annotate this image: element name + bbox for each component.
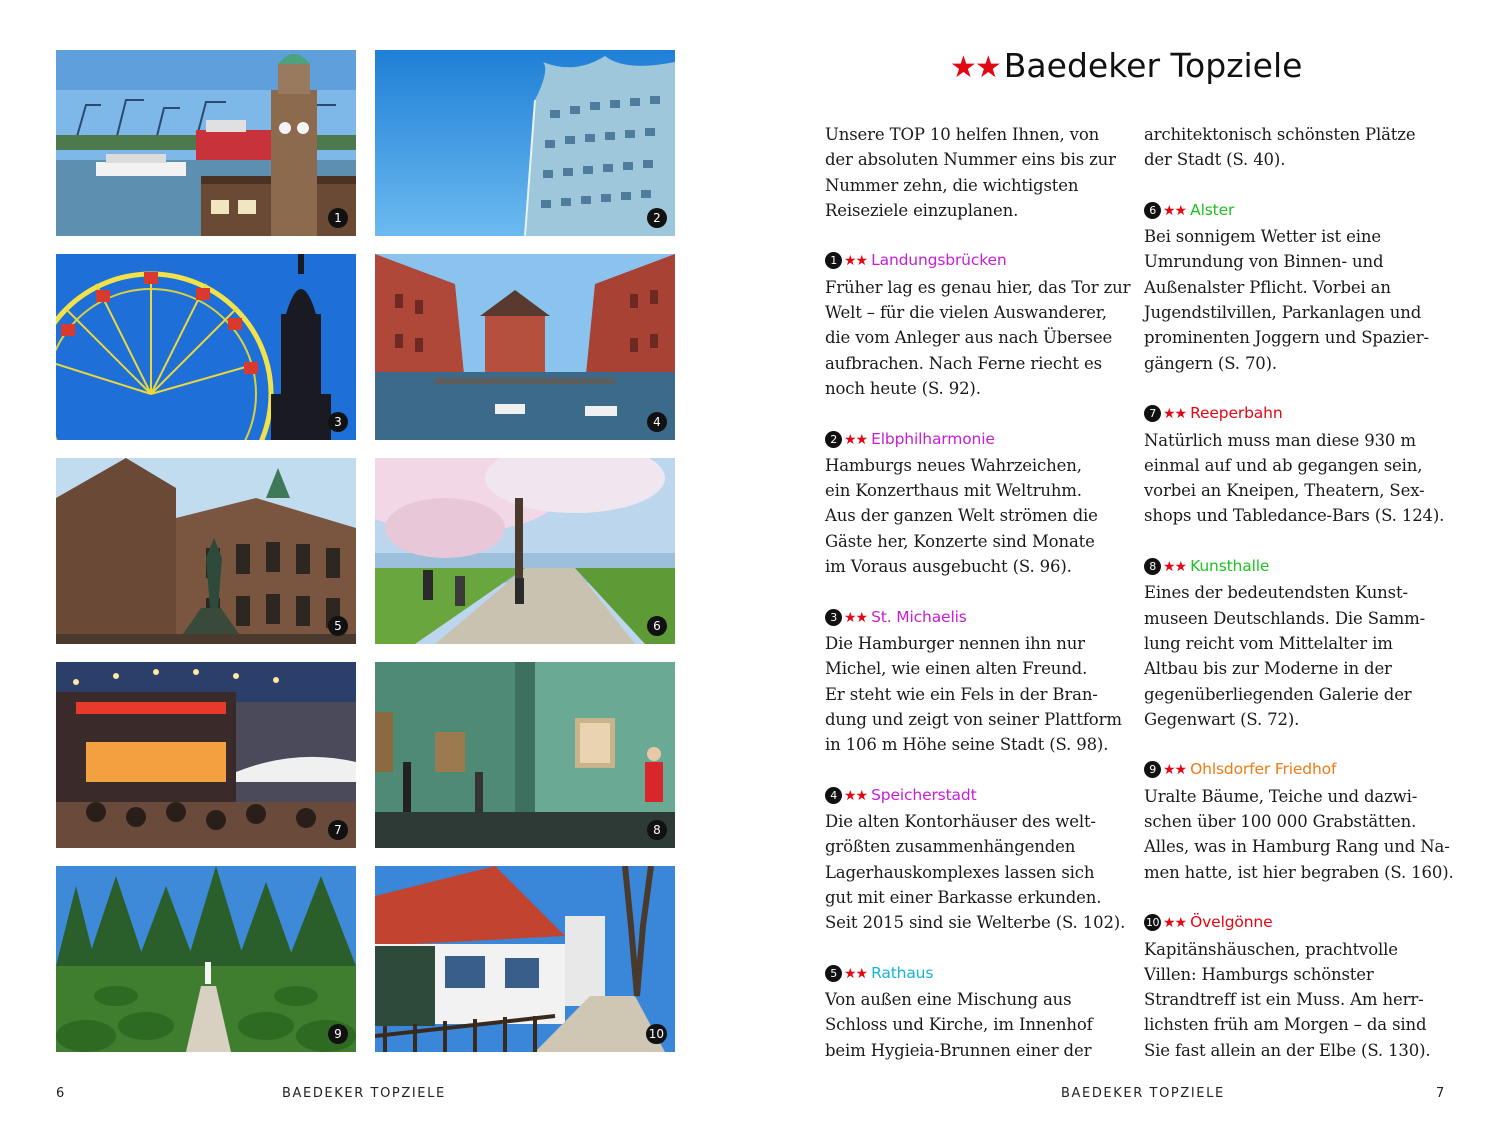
photo-scene: [56, 50, 356, 236]
entry-reeperbahn: [1144, 401, 1456, 528]
photo-kunsthalle: [375, 662, 675, 848]
running-head-right: BAEDEKER TOPZIELE: [1061, 1086, 1225, 1101]
entry-heading: [825, 605, 1137, 631]
number-badge: 10: [1146, 916, 1159, 930]
star-rating-icon: ★★: [844, 787, 868, 804]
photo-number-badge: 9: [328, 1024, 348, 1044]
photo-ohlsdorfer-friedhof: [56, 866, 356, 1052]
title-stars-icon: ★★: [950, 50, 1000, 85]
entry-title: Elbphilharmonie: [871, 429, 995, 448]
photo-rathaus: [56, 458, 356, 644]
entry-oevelgoenne: [1144, 910, 1456, 1063]
entry-heading: [1144, 554, 1456, 580]
entry-heading: [825, 427, 1137, 453]
number-badge: 2: [825, 431, 842, 448]
photo-number-badge: 6: [647, 616, 667, 636]
entry-body: Natürlich muss man diese 930 m einmal auf und ab gegangen sein, vorbei an Kneipen, Theatern, Sex- shops und Tabledance-Bars (S. 124).: [1144, 430, 1445, 526]
number-badge: 1: [825, 252, 842, 269]
star-rating-icon: ★★: [844, 431, 868, 448]
entry-heading: [1144, 401, 1456, 427]
entry-title: Speicherstadt: [871, 785, 977, 804]
photo-number-badge: 3: [328, 412, 348, 432]
entry-body: Die alten Kontorhäuser des welt- größten zusammenhängenden Lagerhauskomplexes lassen sich gut mit einer Barkasse erkunden. Seit 2015 sind sie Welterbe (S. 102).: [825, 812, 1126, 933]
photo-scene: [56, 254, 356, 440]
entry-heading: [1144, 757, 1456, 783]
page-title-text: Baedeker Topziele: [1003, 46, 1303, 85]
photo-scene: [56, 458, 356, 644]
photo-st-michaelis: [56, 254, 356, 440]
entry-heading: [825, 783, 1137, 809]
photo-scene: [375, 254, 675, 440]
intro-text: Unsere TOP 10 helfen Ihnen, von der absoluten Nummer eins bis zur Nummer zehn, die wichtigsten Reiseziele einzuplanen.: [825, 125, 1116, 220]
photo-scene: [375, 662, 675, 848]
entry-kunsthalle: [1144, 554, 1456, 732]
entry-body: Die Hamburger nennen ihn nur Michel, wie einen alten Freund. Er steht wie ein Fels in der Bran- dung und zeigt von seiner Plattform in 106 m Höhe seine Stadt (S. 98).: [825, 633, 1122, 755]
entry-title: Kunsthalle: [1190, 557, 1270, 576]
entry-title: Landungsbrücken: [871, 251, 1007, 270]
entry-heading: [1144, 198, 1456, 224]
photo-landungsbruecken: [56, 50, 356, 236]
star-rating-icon: ★★: [844, 965, 868, 982]
star-rating-icon: ★★: [1163, 406, 1187, 423]
photo-number-badge: 8: [647, 820, 667, 840]
star-rating-icon: ★★: [1163, 915, 1187, 932]
entry-alster: [1144, 198, 1456, 376]
entry-title: Ohlsdorfer Friedhof: [1190, 760, 1337, 779]
star-rating-icon: ★★: [844, 253, 868, 270]
entry-landungsbruecken: [825, 248, 1137, 401]
entry-ohlsdorfer-friedhof: [1144, 757, 1456, 884]
entry-speicherstadt: [825, 783, 1137, 936]
number-badge: 7: [1144, 405, 1161, 422]
entry-body: Hamburgs neues Wahrzeichen, ein Konzerthaus mit Weltruhm. Aus der ganzen Welt strömen die Gäste her, Konzerte sind Monate im Voraus ausgebucht (S. 96).: [825, 455, 1098, 577]
star-rating-icon: ★★: [1163, 202, 1187, 219]
entry-body: Bei sonnigem Wetter ist eine Umrundung von Binnen- und Außenalster Pflicht. Vorbei an Jugendstilvillen, Parkanlagen und prominenten Joggern und Spazier- gängern (S. 70).: [1144, 227, 1429, 373]
entry-body: Eines der bedeutendsten Kunst- museen Deutschlands. Die Samm- lung reicht vom Mittelalter im Altbau bis zur Moderne in der gegenüberliegenden Galerie der Gegenwart (S. 72).: [1144, 583, 1426, 729]
entry-title: Övelgönne: [1190, 913, 1273, 932]
entry-body: Früher lag es genau hier, das Tor zur Welt – für die vielen Auswanderer, die vom Anleger aus nach Übersee aufbrachen. Nach Ferne riecht es noch heute (S. 92).: [825, 277, 1131, 398]
entry-body: Von außen eine Mischung aus Schloss und Kirche, im Innenhof beim Hygieia-Brunnen einer der: [825, 990, 1093, 1060]
entry-body: Uralte Bäume, Teiche und dazwi- schen über 100 000 Grabstätten. Alles, was in Hamburg Rang und Na- men hatte, ist hier begraben (S. 160).: [1144, 786, 1454, 882]
entry-title: Rathaus: [871, 963, 934, 982]
running-head-left: BAEDEKER TOPZIELE: [282, 1086, 446, 1101]
star-rating-icon: ★★: [1163, 559, 1187, 576]
page-number-right: 7: [1436, 1086, 1446, 1101]
photo-number-badge: 7: [328, 820, 348, 840]
photo-number-badge: 1: [328, 208, 348, 228]
entry-elbphilharmonie: [825, 427, 1137, 580]
photo-elbphilharmonie: [375, 50, 675, 236]
number-badge: 9: [1144, 761, 1161, 778]
entry-heading: [1144, 910, 1456, 936]
photo-number-badge: 10: [646, 1024, 667, 1044]
text-column-left: [825, 122, 1137, 1063]
photo-scene: [375, 458, 675, 644]
photo-reeperbahn: [56, 662, 356, 848]
page-number-left: 6: [56, 1086, 66, 1101]
photo-number-badge: 2: [647, 208, 667, 228]
photo-speicherstadt: [375, 254, 675, 440]
entry-title: Reeperbahn: [1190, 404, 1283, 423]
photo-scene: [375, 866, 675, 1052]
entry-title: St. Michaelis: [871, 607, 967, 626]
number-badge: 6: [1144, 202, 1161, 219]
photo-scene: [56, 662, 356, 848]
photo-number-badge: 5: [328, 616, 348, 636]
entry-heading: [825, 248, 1137, 274]
page-title: [950, 46, 1302, 85]
number-badge: 8: [1144, 558, 1161, 575]
number-badge: 3: [825, 609, 842, 626]
entry-body-continuation: architektonisch schönsten Plätze der Stadt (S. 40).: [1144, 125, 1416, 170]
entry-body: Kapitänshäuschen, prachtvolle Villen: Hamburgs schönster Strandtreff ist ein Muss. Am herr- lichsten früh am Morgen – da sind Sie fast allein an der Elbe (S. 130).: [1144, 939, 1431, 1060]
number-badge: 5: [825, 965, 842, 982]
photo-number-badge: 4: [647, 412, 667, 432]
photo-scene: [56, 866, 356, 1052]
entry-rathaus: [825, 961, 1137, 1063]
entry-title: Alster: [1190, 200, 1235, 219]
number-badge: 4: [825, 787, 842, 804]
star-rating-icon: ★★: [1163, 762, 1187, 779]
star-rating-icon: ★★: [844, 609, 868, 626]
photo-alster: [375, 458, 675, 644]
entry-st-michaelis: [825, 605, 1137, 758]
entry-heading: [825, 961, 1137, 987]
text-column-right: [1144, 122, 1456, 1063]
photo-oevelgoenne: [375, 866, 675, 1052]
photo-scene: [375, 50, 675, 236]
